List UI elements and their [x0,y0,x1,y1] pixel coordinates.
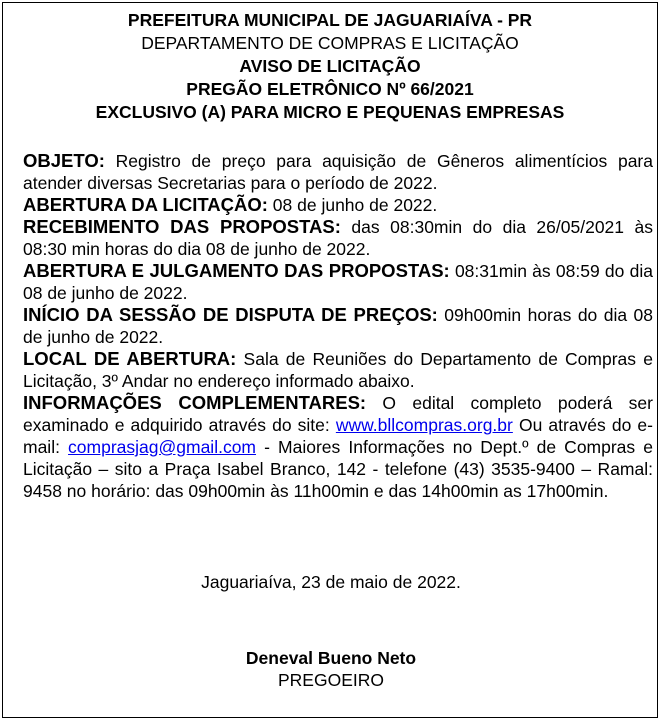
section-recebimento [23,216,653,260]
section-label: OBJETO: [23,150,105,171]
notice-body [23,150,653,502]
section-text: Registro de preço para aquisição de Gêneros alimentícios para atender diversas Secretarias para o período de 2022. [23,151,653,193]
signature-block [3,647,659,691]
notice-title: AVISO DE LICITAÇÃO [239,56,421,76]
section-label: ABERTURA E JULGAMENTO DAS PROPOSTAS: [23,260,450,281]
section-text: 09h00min horas do dia 08 de junho de 2022. [23,305,653,347]
signer-role: PREGOEIRO [278,670,384,690]
section-label: INÍCIO DA SESSÃO DE DISPUTA DE PREÇOS: [23,304,438,325]
section-text: das 08:30min do dia 26/05/2021 às 08:30 min horas do dia 08 de junho de 2022. [23,217,653,259]
section-label: INFORMAÇÕES COMPLEMENTARES: [23,392,367,413]
section-sessao [23,304,653,348]
section-text: Sala de Reuniões do Departamento de Compras e Licitação, 3º Andar no endereço informado abaixo. [23,349,653,391]
section-julgamento [23,260,653,304]
section-objeto [23,150,653,194]
section-abertura [23,194,653,216]
auction-number: PREGÃO ELETRÔNICO Nº 66/2021 [186,79,474,99]
section-text: 08 de junho de 2022. [267,195,438,215]
signer-name: Deneval Bueno Neto [245,648,417,668]
section-text: - Maiores Informações no Dept.º de Compras e Licitação – sito a Praça Isabel Branco, 142 - telefone (43) 3535-9400 – Ramal: 9458 no horário: das 09h00min às 11h00min e das 14h00min as 17h00min. [23,437,653,501]
section-text: 08:31min às 08:59 do dia 08 de junho de 2022. [23,261,653,303]
section-text: O edital completo poderá ser examinado e adquirido através do site: [23,393,653,435]
email-link[interactable]: comprasjag@gmail.com [68,437,257,457]
section-label: ABERTURA DA LICITAÇÃO: [23,194,268,215]
notice-frame [2,2,658,718]
notice-header [3,9,657,124]
department-title: DEPARTAMENTO DE COMPRAS E LICITAÇÃO [141,33,519,53]
section-label: LOCAL DE ABERTURA: [23,348,237,369]
site-link[interactable]: www.bllcompras.org.br [335,415,513,435]
section-text: Ou através do e-mail: [23,415,653,457]
section-informacoes [23,392,653,502]
section-label: RECEBIMENTO DAS PROPOSTAS: [23,216,341,237]
municipality-title: PREFEITURA MUNICIPAL DE JAGUARIAÍVA - PR [127,10,533,30]
section-local [23,348,653,392]
exclusivity-note: EXCLUSIVO (A) PARA MICRO E PEQUENAS EMPRESAS [95,102,565,122]
date-line: Jaguariaíva, 23 de maio de 2022. [201,572,461,592]
